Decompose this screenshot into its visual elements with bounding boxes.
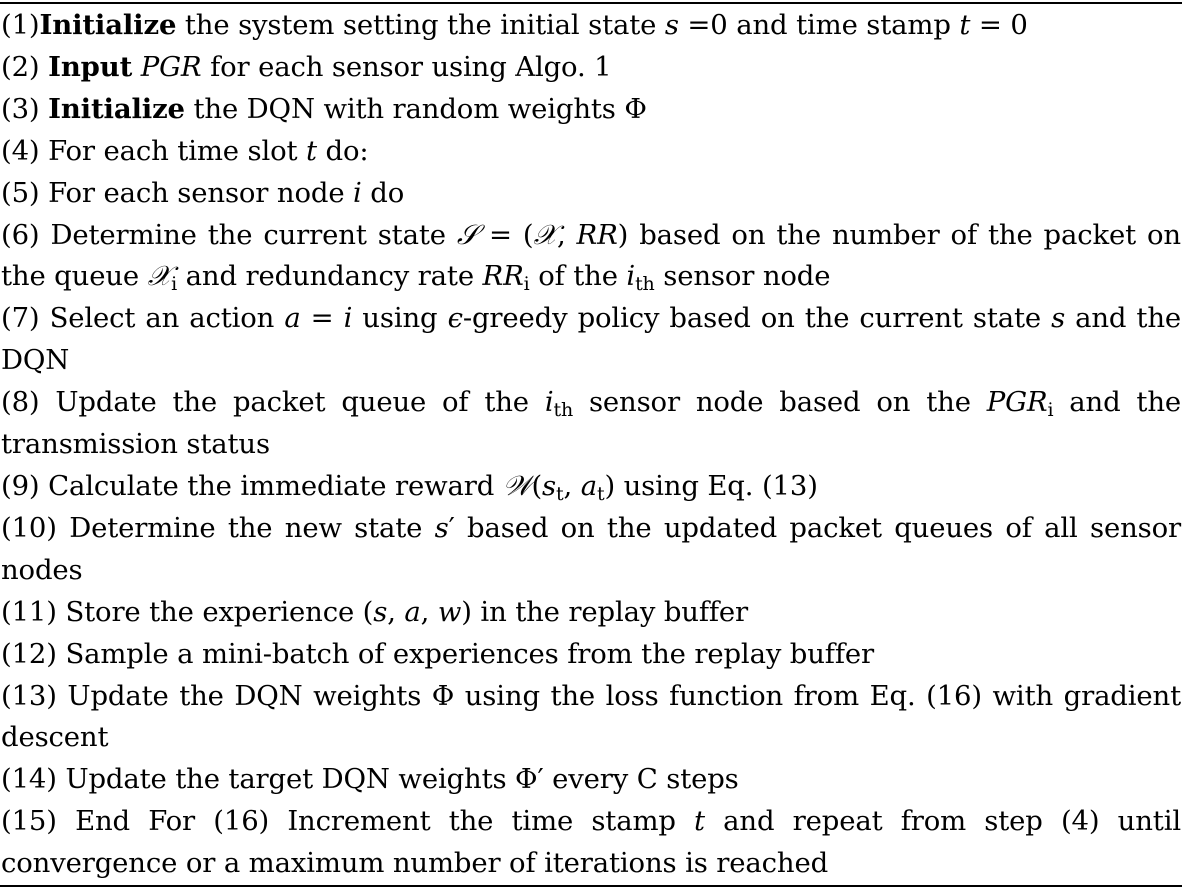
step-6-part: i bbox=[523, 273, 530, 296]
step-7-part: -greedy policy based on the current state bbox=[462, 302, 1052, 335]
step-7-part: = bbox=[300, 302, 344, 335]
step-9-part: ) using Eq. (13) bbox=[604, 469, 818, 502]
step-6-part: 𝒳 bbox=[147, 260, 172, 293]
step-3-part: Initialize bbox=[48, 92, 185, 125]
step-5-part: (5) For each sensor node bbox=[1, 176, 354, 209]
step-6-part: sensor node bbox=[654, 260, 831, 293]
step-1-part: t bbox=[959, 9, 971, 41]
step-9-part: (9) Calculate the immediate reward bbox=[1, 469, 503, 502]
step-13 bbox=[1, 676, 1181, 760]
step-13-part: (13) Update the DQN weights Φ using the loss function from Eq. (16) with gradient descent bbox=[1, 679, 1181, 754]
step-11-part: w bbox=[437, 595, 462, 628]
step-15-part: and repeat from step (4) until convergence or a maximum number of iterations is reached bbox=[1, 805, 1181, 880]
step-4-part: t bbox=[306, 134, 317, 167]
step-2-part: Input bbox=[48, 50, 133, 83]
algorithm-body bbox=[1, 5, 1181, 885]
step-5 bbox=[1, 173, 1181, 215]
step-8-part: th bbox=[553, 399, 574, 422]
step-9-part: ( bbox=[531, 469, 543, 502]
step-6-part: ) based on the number of the packet on the queue bbox=[1, 218, 1181, 293]
step-4-part: (4) For each time slot bbox=[1, 134, 306, 167]
step-8-part: sensor node based on the bbox=[573, 386, 987, 419]
step-9-part: s bbox=[542, 469, 556, 502]
step-3 bbox=[1, 89, 1181, 131]
step-2-part bbox=[132, 51, 141, 83]
step-7-part: s bbox=[1051, 302, 1066, 335]
step-7-part: a bbox=[284, 302, 301, 335]
step-9-part: t bbox=[556, 482, 564, 505]
step-11-part: ) in the replay buffer bbox=[461, 595, 749, 628]
step-11 bbox=[1, 592, 1181, 634]
step-6-part: of the bbox=[529, 260, 627, 293]
step-9-part: t bbox=[596, 482, 605, 505]
step-2 bbox=[1, 47, 1181, 89]
step-8-part: PGR bbox=[986, 386, 1048, 419]
step-6-part: i bbox=[171, 273, 178, 296]
step-7-part: ϵ bbox=[447, 302, 463, 335]
step-1-part: = 0 bbox=[970, 9, 1028, 41]
top-rule bbox=[0, 2, 1182, 4]
step-9-part: 𝒲 bbox=[502, 469, 532, 502]
step-11-part: a bbox=[404, 595, 421, 628]
step-8-part: i bbox=[1047, 399, 1054, 422]
step-7-part: i bbox=[343, 302, 353, 335]
step-11-part: , bbox=[387, 595, 405, 628]
step-15-part: t bbox=[694, 805, 705, 838]
step-9-part: a bbox=[580, 469, 597, 502]
step-6-part: RR bbox=[576, 218, 618, 251]
step-1-part: the system setting the initial state bbox=[176, 9, 665, 41]
step-6-part: , bbox=[556, 218, 577, 251]
step-10 bbox=[1, 508, 1181, 592]
step-6-part: i bbox=[626, 260, 636, 293]
step-14 bbox=[1, 759, 1181, 801]
step-2-part: PGR bbox=[140, 50, 202, 83]
step-2-part: for each sensor using Algo. 1 bbox=[201, 50, 612, 83]
step-6-part: (6) Determine the current state bbox=[1, 218, 457, 251]
step-6-part: 𝒮 bbox=[456, 218, 478, 251]
step-8-part: and the transmission status bbox=[1, 386, 1182, 461]
step-4-part: do: bbox=[316, 134, 369, 167]
step-5-part: i bbox=[353, 176, 362, 209]
step-2-part: (2) bbox=[1, 50, 49, 83]
step-8-part: (8) Update the packet queue of the bbox=[1, 386, 545, 419]
step-10-part: (10) Determine the new state bbox=[1, 511, 435, 544]
step-8 bbox=[1, 382, 1181, 466]
step-12-part: (12) Sample a mini-batch of experiences from the replay buffer bbox=[1, 637, 874, 670]
step-6-part: th bbox=[635, 273, 655, 296]
step-10-part: s bbox=[434, 511, 449, 544]
step-6-part: = ( bbox=[477, 218, 534, 251]
step-3-part: the DQN with random weights Φ bbox=[184, 92, 647, 125]
step-11-part: , bbox=[420, 595, 438, 628]
bottom-rule bbox=[0, 885, 1182, 887]
step-6 bbox=[1, 215, 1181, 299]
step-11-part: s bbox=[373, 595, 388, 628]
step-1 bbox=[1, 5, 1181, 47]
step-7-part: (7) Select an action bbox=[1, 302, 285, 335]
step-15 bbox=[1, 801, 1181, 885]
step-1-part: s bbox=[664, 9, 679, 41]
step-12 bbox=[1, 634, 1181, 676]
step-1-part: (1) bbox=[1, 9, 40, 41]
step-7 bbox=[1, 298, 1181, 382]
step-15-part: (15) End For (16) Increment the time stamp bbox=[1, 805, 695, 838]
step-7-part: and the DQN bbox=[1, 302, 1182, 377]
step-7-part: using bbox=[352, 302, 448, 335]
step-11-part: (11) Store the experience ( bbox=[1, 595, 374, 628]
step-6-part: RR bbox=[482, 260, 524, 293]
step-4 bbox=[1, 131, 1181, 173]
step-10-part: ′ based on the updated packet queues of all sensor nodes bbox=[1, 511, 1181, 586]
step-9 bbox=[1, 466, 1181, 508]
step-14-part: (14) Update the target DQN weights Φ′ every C steps bbox=[1, 763, 739, 796]
step-6-part: 𝒳 bbox=[533, 218, 557, 251]
step-8-part: i bbox=[544, 386, 554, 419]
step-1-part: Initialize bbox=[39, 9, 177, 41]
step-3-part: (3) bbox=[1, 92, 49, 125]
step-6-part: and redundancy rate bbox=[177, 260, 483, 293]
step-9-part: , bbox=[563, 469, 581, 502]
step-5-part: do bbox=[361, 176, 405, 209]
step-1-part: =0 and time stamp bbox=[678, 9, 960, 41]
